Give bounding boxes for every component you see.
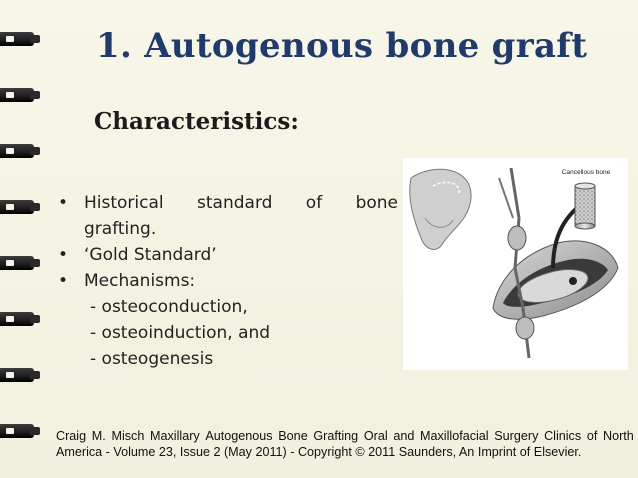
word: of: [586, 429, 598, 443]
word: standard: [197, 193, 273, 213]
bullet-dot: •: [58, 245, 69, 265]
slide-subtitle: Characteristics:: [94, 108, 299, 135]
word: Autogenous: [205, 429, 273, 443]
binding-ring: [0, 310, 42, 328]
binding-ring: [0, 198, 42, 216]
binding-ring: [0, 254, 42, 272]
slide-title: 1. Autogenous bone graft: [96, 26, 588, 66]
figure-label: Cancellous bone: [561, 169, 611, 176]
bullet-text-line: [84, 190, 398, 216]
word: Craig: [56, 429, 87, 443]
bullet-item: [58, 190, 398, 242]
word: Surgery: [494, 429, 539, 443]
word: Bone: [278, 429, 308, 443]
word: Maxillofacial: [420, 429, 489, 443]
citation-line: America - Volume 23, Issue 2 (May 2011) - Copyright © 2011 Saunders, An Imprint of Elsevier.: [56, 445, 582, 459]
word: Grafting: [313, 429, 359, 443]
word: Oral: [363, 429, 388, 443]
notebook-binding: [0, 0, 48, 478]
surgical-illustration: [403, 158, 628, 370]
binding-ring: [0, 142, 42, 160]
binding-ring: [0, 422, 42, 440]
cancellous-bone-cylinder: [575, 186, 595, 226]
word: Clinics: [544, 429, 582, 443]
binding-ring: [0, 86, 42, 104]
bullet-dot: •: [58, 193, 69, 213]
citation-line: [56, 428, 634, 444]
pelvis-shape: [410, 169, 471, 249]
bullet-text-continuation: grafting.: [84, 219, 157, 239]
word: Historical: [84, 193, 164, 213]
word: Maxillary: [150, 429, 200, 443]
word: and: [393, 429, 415, 443]
sub-item: - osteoconduction,: [90, 297, 248, 317]
bullet-list: [58, 190, 398, 372]
sub-item: - osteogenesis: [90, 349, 214, 369]
citation-text: [56, 428, 634, 460]
bullet-item: [58, 242, 398, 268]
bullet-text: ‘Gold Standard’: [84, 245, 217, 265]
word: of: [305, 193, 323, 213]
bone-harvest-diagram: [403, 158, 628, 370]
word: bone: [355, 193, 398, 213]
binding-ring: [0, 30, 42, 48]
binding-ring: [0, 366, 42, 384]
word: M.: [91, 429, 106, 443]
sub-item: - osteoinduction, and: [90, 323, 271, 343]
word: North: [603, 429, 634, 443]
bullet-item: [58, 268, 398, 294]
bullet-dot: •: [58, 271, 69, 291]
bullet-text: Mechanisms:: [84, 271, 196, 291]
word: Misch: [111, 429, 145, 443]
